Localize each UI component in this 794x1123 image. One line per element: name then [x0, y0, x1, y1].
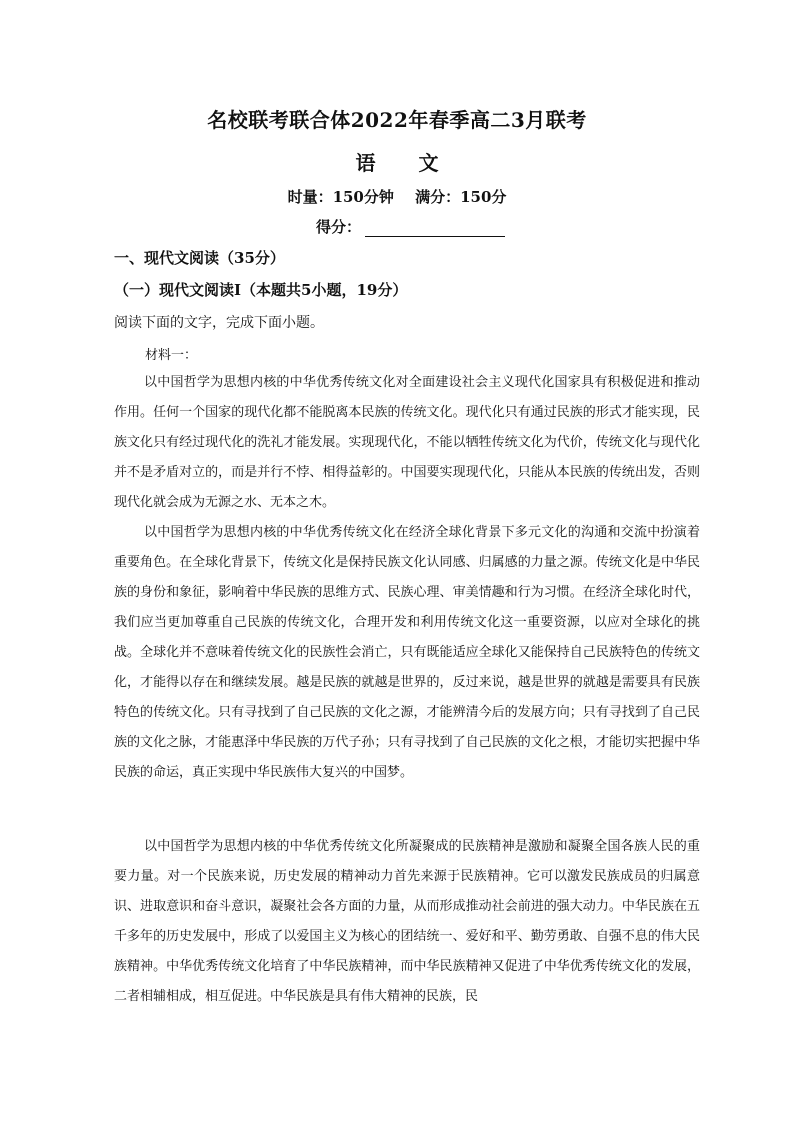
- score-blank-line: [365, 222, 505, 237]
- body-paragraph: 以中国哲学为思想内核的中华优秀传统文化在经济全球化背景下多元文化的沟通和交流中扮演着重要角色。在全球化背景下，传统文化是保持民族文化认同感、归属感的力量之源。传统文化是中华民族的身份和象征，影响着中华民族的思维方式、民族心理、审美情趣和行为习惯。在经济全球化时代，我们应当更加尊重自己民族的传统文化，合理开发和利用传统文化这一重要资源，以应对全球化的挑战。全球化并不意味着传统文化的民族性会消亡，只有既能适应全球化又能保持自己民族特色的传统文化，才能得以存在和继续发展。越是民族的就越是世界的，反过来说，越是世界的就越是需要具有民族特色的传统文化。只有寻找到了自己民族的文化之源，才能辨清今后的发展方向；只有寻找到了自己民族的文化之脉，才能惠泽中华民族的万代子孙；只有寻找到了自己民族的文化之根，才能切实把握中华民族的命运，真正实现中华民族伟大复兴的中国梦。: [114, 525, 700, 780]
- time-limit: 时量：150分钟: [287, 188, 394, 206]
- body-paragraph: 以中国哲学为思想内核的中华优秀传统文化对全面建设社会主义现代化国家具有积极促进和推动作用。任何一个国家的现代化都不能脱离本民族的传统文化。现代化只有通过民族的形式才能实现，民族文化只有经过现代化的洗礼才能发展。实现现代化，不能以牺牲传统文化为代价，传统文化与现代化并不是矛盾对立的，而是并行不悖、相得益彰的。中国要实现现代化，只能从本民族的传统出发，否则现代化就会成为无源之水、无本之木。: [114, 375, 700, 510]
- exam-meta: [0, 186, 794, 207]
- section-heading: 一、现代文阅读（35分）: [114, 249, 285, 267]
- material-label: 材料一：: [145, 348, 198, 363]
- body-paragraph: 以中国哲学为思想内核的中华优秀传统文化所凝聚成的民族精神是激励和凝聚全国各族人民的重要力量。对一个民族来说，历史发展的精神动力首先来源于民族精神。它可以激发民族成员的归属意识、进取意识和奋斗意识，凝聚社会各方面的力量，从而形成推动社会前进的强大动力。中华民族在五千多年的历史发展中，形成了以爱国主义为核心的团结统一、爱好和平、勤劳勇敢、自强不息的伟大民族精神。中华优秀传统文化培育了中华民族精神，而中华民族精神又促进了中华优秀传统文化的发展，二者相辅相成，相互促进。中华民族是具有伟大精神的民族，民: [114, 839, 700, 1004]
- score-label: 得分：: [316, 218, 362, 236]
- full-score: 满分：150分: [415, 188, 507, 206]
- reading-instruction: 阅读下面的文字，完成下面小题。: [114, 315, 324, 331]
- score-field: [316, 216, 505, 237]
- exam-title: 名校联考联合体2022年春季高二3月联考: [207, 108, 587, 132]
- section-subheading: （一）现代文阅读Ⅰ（本题共5小题，19分）: [114, 281, 408, 299]
- subject-title: 语 文: [355, 151, 457, 175]
